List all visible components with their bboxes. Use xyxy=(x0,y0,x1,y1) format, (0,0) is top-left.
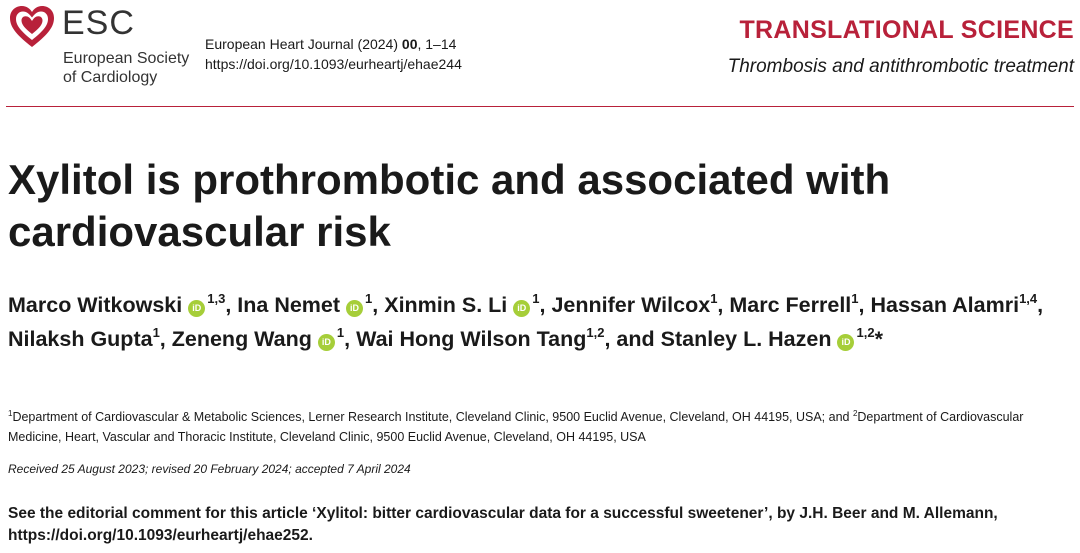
orcid-icon[interactable]: iD xyxy=(318,334,335,351)
orcid-icon[interactable]: iD xyxy=(513,300,530,317)
society-name-line1: European Society xyxy=(63,50,190,67)
author-affiliation-marker: 1 xyxy=(152,325,160,340)
author-separator: , xyxy=(159,327,172,351)
author-separator: , xyxy=(539,293,552,317)
author-name: Stanley L. Hazen xyxy=(660,327,832,351)
author-affiliation-marker: 1,3 xyxy=(207,291,226,306)
editorial-note: See the editorial comment for this article ‘Xylitol: bitter cardiovascular data for a successful sweetener’, by J.H. Beer and M. Allemann, https://doi.org/10.1093/eurheartj/ehae252. xyxy=(8,505,998,544)
author-separator: , xyxy=(372,293,385,317)
section-label: TRANSLATIONAL SCIENCE xyxy=(739,16,1074,44)
doi-link[interactable]: https://doi.org/10.1093/eurheartj/ehae244 xyxy=(205,56,462,72)
journal-issue: 00 xyxy=(401,36,418,52)
orcid-icon[interactable]: iD xyxy=(188,300,205,317)
journal-name: European Heart Journal (2024) xyxy=(205,36,399,52)
author-affiliation-marker: 1 xyxy=(365,291,373,306)
author-list xyxy=(8,288,1074,356)
orcid-icon[interactable]: iD xyxy=(346,300,363,317)
affiliation-marker: 1 xyxy=(8,409,13,418)
author-name: Nilaksh Gupta xyxy=(8,327,153,351)
author-affiliation-marker: 1 xyxy=(336,325,345,340)
author-name: Jennifer Wilcox xyxy=(551,293,711,317)
author-affiliation-marker: 1 xyxy=(710,291,718,306)
author-affiliation-marker: 1 xyxy=(851,291,859,306)
author-affiliation-marker: 1,2 xyxy=(856,325,875,340)
received-dates: Received 25 August 2023; revised 20 February 2024; accepted 7 April 2024 xyxy=(8,462,411,476)
affiliation-marker: 2 xyxy=(852,409,858,418)
author-separator: , xyxy=(225,293,238,317)
journal-pages: , 1–14 xyxy=(417,36,457,52)
author-affiliation-marker: 1 xyxy=(532,291,540,306)
author-name: Wai Hong Wilson Tang xyxy=(356,327,587,351)
author-name: Marco Witkowski xyxy=(8,293,183,317)
esc-heart-logo-icon xyxy=(8,4,56,50)
author-separator: , and xyxy=(604,327,661,351)
header-divider xyxy=(6,106,1074,107)
author-separator: , xyxy=(717,293,730,317)
author-name: Xinmin S. Li xyxy=(384,293,508,317)
author-name: Marc Ferrell xyxy=(729,293,852,317)
journal-citation xyxy=(205,34,456,54)
author-affiliation-marker: 1,2 xyxy=(586,325,605,340)
affiliation-text: Department of Cardiovascular Medicine, Heart, Vascular and Thoracic Institute, Cleveland Clinic, 9500 Euclid Avenue, Cleveland, OH 44195, USA xyxy=(8,410,1024,444)
society-name xyxy=(63,49,189,87)
author-name: Ina Nemet xyxy=(237,293,341,317)
author-separator: , xyxy=(1037,293,1044,317)
orcid-icon[interactable]: iD xyxy=(837,334,854,351)
affiliation-text: Department of Cardiovascular & Metabolic Sciences, Lerner Research Institute, Cleveland Clinic, 9500 Euclid Avenue, Cleveland, OH 44195, USA; and xyxy=(12,410,853,424)
author-affiliation-marker: 1,4 xyxy=(1019,291,1038,306)
affiliations xyxy=(8,407,1074,447)
author-name: Zeneng Wang xyxy=(171,327,312,351)
author-name: Hassan Alamri xyxy=(870,293,1020,317)
society-name-line2: of Cardiology xyxy=(63,69,158,86)
author-separator: , xyxy=(344,327,357,351)
subsection-label: Thrombosis and antithrombotic treatment xyxy=(727,56,1074,77)
corresponding-author-marker: * xyxy=(874,327,883,351)
article-title: Xylitol is prothrombotic and associated with cardiovascular risk xyxy=(8,156,891,255)
author-separator: , xyxy=(858,293,871,317)
esc-wordmark: ESC xyxy=(62,4,135,42)
